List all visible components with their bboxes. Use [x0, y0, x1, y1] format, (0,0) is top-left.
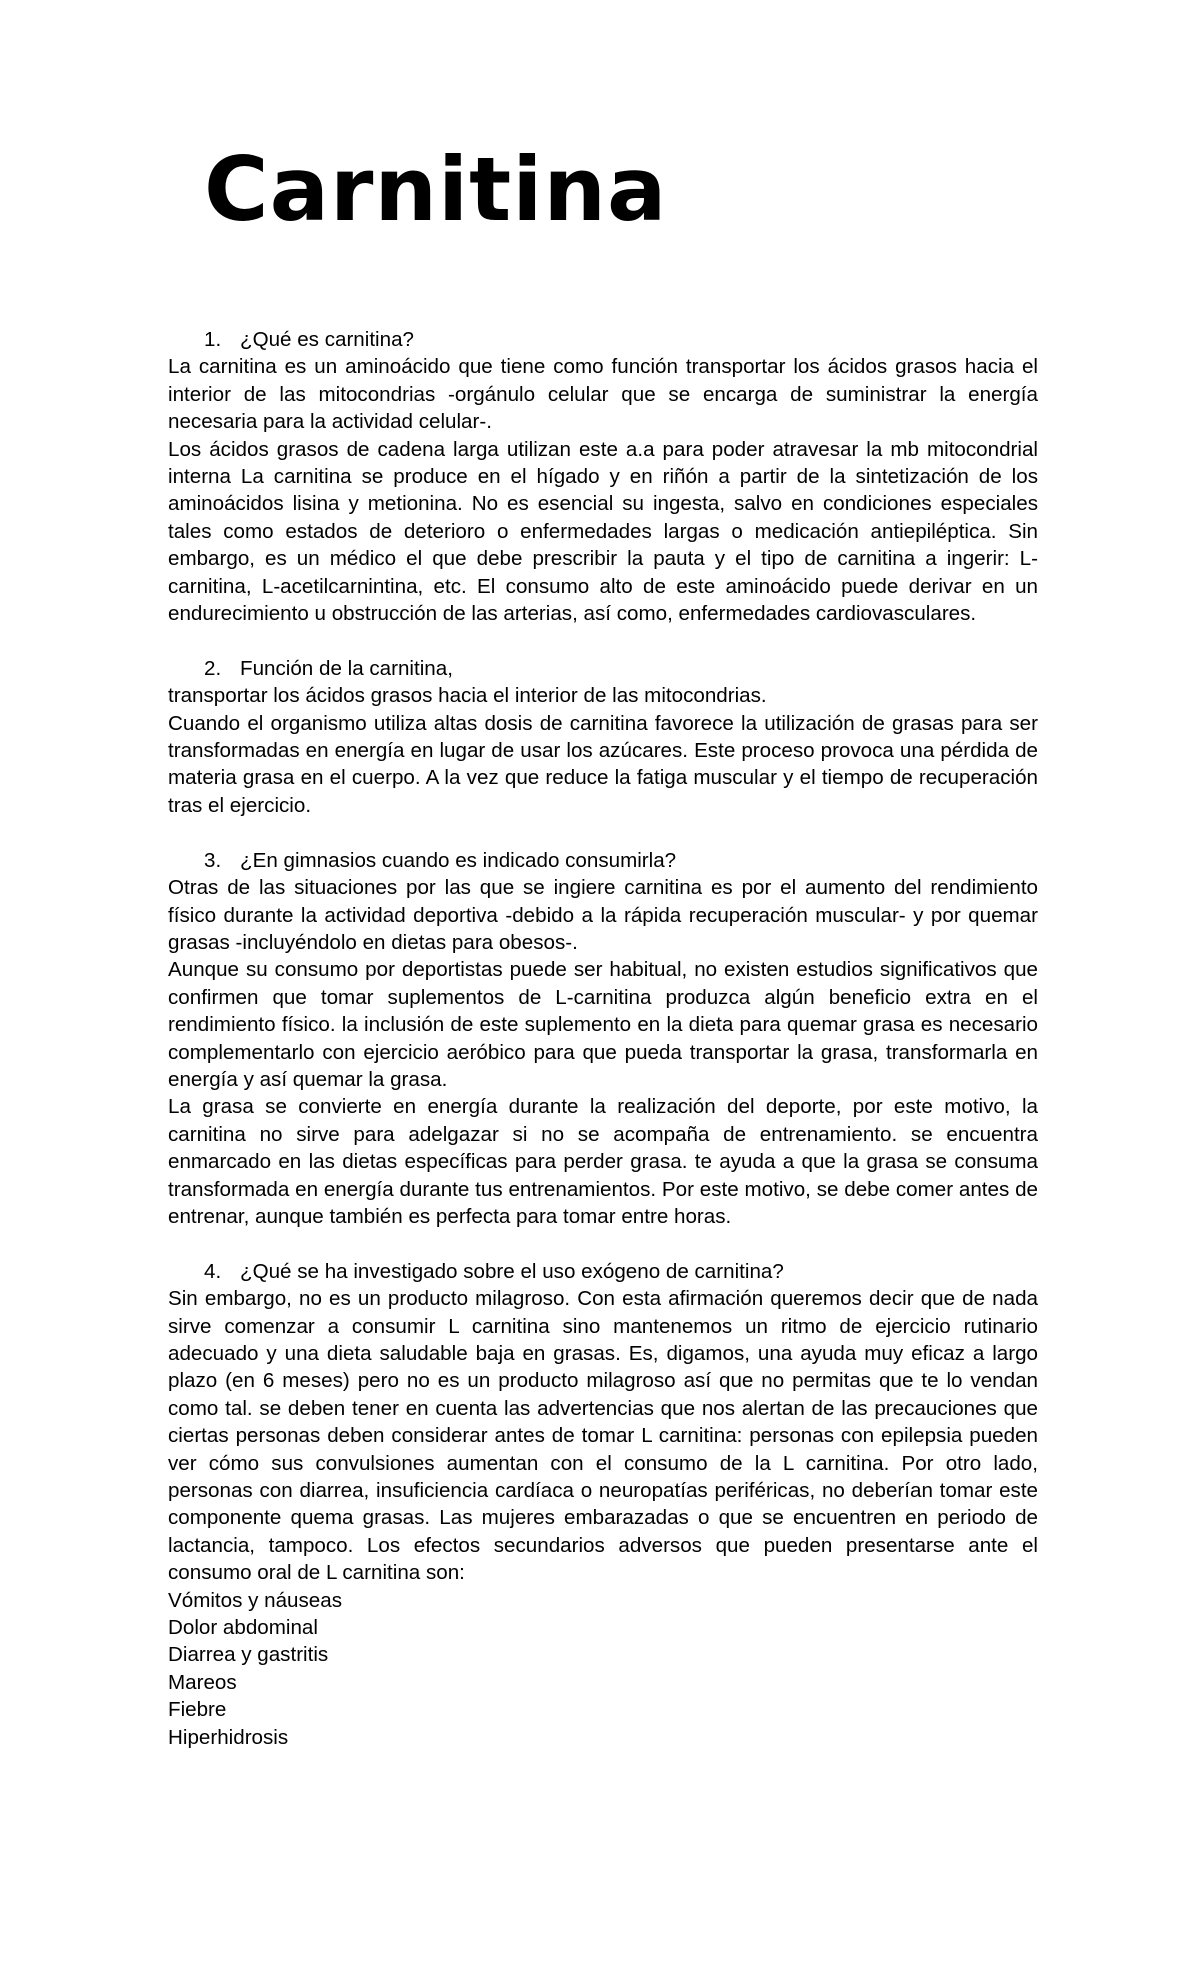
- section-heading-text: Función de la carnitina,: [240, 656, 453, 680]
- list-item: Mareos: [168, 1670, 237, 1694]
- section-heading: [168, 847, 1038, 874]
- page-title: Carnitina: [204, 138, 668, 241]
- paragraph: Sin embargo, no es un producto milagroso. Con esta afirmación queremos decir que de nada sirve comenzar a consumir L carnitina sino mantenemos un ritmo de ejercicio rutinario adecuado y una dieta saludable baja en grasas. Es, digamos, una ayuda muy eficaz a largo plazo (en 6 meses) pero no es un producto milagroso así que no permitas que te lo vendan como tal. se deben tener en cuenta las advertencias que nos alertan de las precauciones que ciertas personas deben considerar antes de tomar L carnitina: personas con epilepsia pueden ver cómo sus convulsiones aumentan con el consumo de la L carnitina. Por otro lado, personas con diarrea, insuficiencia cardíaca o neuropatías periféricas, no deberían tomar este componente quema grasas. Las mujeres embarazadas o que se encuentren en periodo de lactancia, tampoco. Los efectos secundarios adversos que pueden presentarse ante el consumo oral de L carnitina son:: [168, 1287, 1038, 1585]
- section-heading: [168, 326, 1038, 353]
- section-heading: [168, 1258, 1038, 1285]
- section-2: [168, 655, 1038, 819]
- list-item: Dolor abdominal: [168, 1616, 318, 1640]
- list-item: Fiebre: [168, 1698, 227, 1722]
- paragraph: Otras de las situaciones por las que se ingiere carnitina es por el aumento del rendimiento físico durante la actividad deportiva -debido a la rápida recuperación muscular- y por quemar grasas -incluyéndolo en dietas para obesos-.: [168, 876, 1038, 954]
- section-heading-text: ¿En gimnasios cuando es indicado consumirla?: [240, 848, 677, 872]
- paragraph: transportar los ácidos grasos hacia el interior de las mitocondrias.: [168, 684, 767, 708]
- paragraph: Aunque su consumo por deportistas puede ser habitual, no existen estudios significativos que confirmen que tomar suplementos de L-carnitina produzca algún beneficio extra en el rendimiento físico. la inclusión de este suplemento en la dieta para quemar grasa es necesario complementarlo con ejercicio aeróbico para que pueda transportar la grasa, transformarla en energía y así quemar la grasa.: [168, 958, 1038, 1091]
- section-number: 1.: [204, 328, 222, 351]
- side-effects-list: [168, 1587, 1038, 1751]
- paragraph: La grasa se convierte en energía durante la realización del deporte, por este motivo, la carnitina no sirve para adelgazar si no se acompaña de entrenamiento. se encuentra enmarcado en las dietas específicas para perder grasa. te ayuda a que la grasa se consuma transformada en energía durante tus entrenamientos. Por este motivo, se debe comer antes de entrenar, aunque también es perfecta para tomar entre horas.: [168, 1095, 1038, 1228]
- paragraph: Los ácidos grasos de cadena larga utilizan este a.a para poder atravesar la mb mitocondrial interna La carnitina se produce en el hígado y en riñón a partir de la sintetización de los aminoácidos lisina y metionina. No es esencial su ingesta, salvo en condiciones especiales tales como estados de deterioro o enfermedades largas o medicación antiepiléptica. Sin embargo, es un médico el que debe prescribir la pauta y el tipo de carnitina a ingerir: L-carnitina, L-acetilcarnintina, etc. El consumo alto de este aminoácido puede derivar en un endurecimiento u obstrucción de las arterias, así como, enfermedades cardiovasculares.: [168, 437, 1038, 626]
- section-number: 2.: [204, 656, 222, 680]
- section-3: [168, 847, 1038, 1231]
- section-heading-text: ¿Qué es carnitina?: [240, 328, 414, 351]
- section-heading-text: ¿Qué se ha investigado sobre el uso exógeno de carnitina?: [240, 1259, 784, 1283]
- section-number: 4.: [204, 1259, 222, 1283]
- section-4: [168, 1258, 1038, 1751]
- section-number: 3.: [204, 848, 222, 872]
- section-1: [168, 326, 1038, 627]
- section-heading: [168, 655, 1038, 682]
- list-item: Hiperhidrosis: [168, 1725, 289, 1749]
- document-body: [168, 326, 1038, 1778]
- list-item: Diarrea y gastritis: [168, 1643, 329, 1667]
- list-item: Vómitos y náuseas: [168, 1588, 342, 1612]
- paragraph: La carnitina es un aminoácido que tiene como función transportar los ácidos grasos hacia el interior de las mitocondrias -orgánulo celular que se encarga de suministrar la energía necesaria para la actividad celular-.: [168, 355, 1038, 434]
- paragraph: Cuando el organismo utiliza altas dosis de carnitina favorece la utilización de grasas para ser transformadas en energía en lugar de usar los azúcares. Este proceso provoca una pérdida de materia grasa en el cuerpo. A la vez que reduce la fatiga muscular y el tiempo de recuperación tras el ejercicio.: [168, 711, 1038, 817]
